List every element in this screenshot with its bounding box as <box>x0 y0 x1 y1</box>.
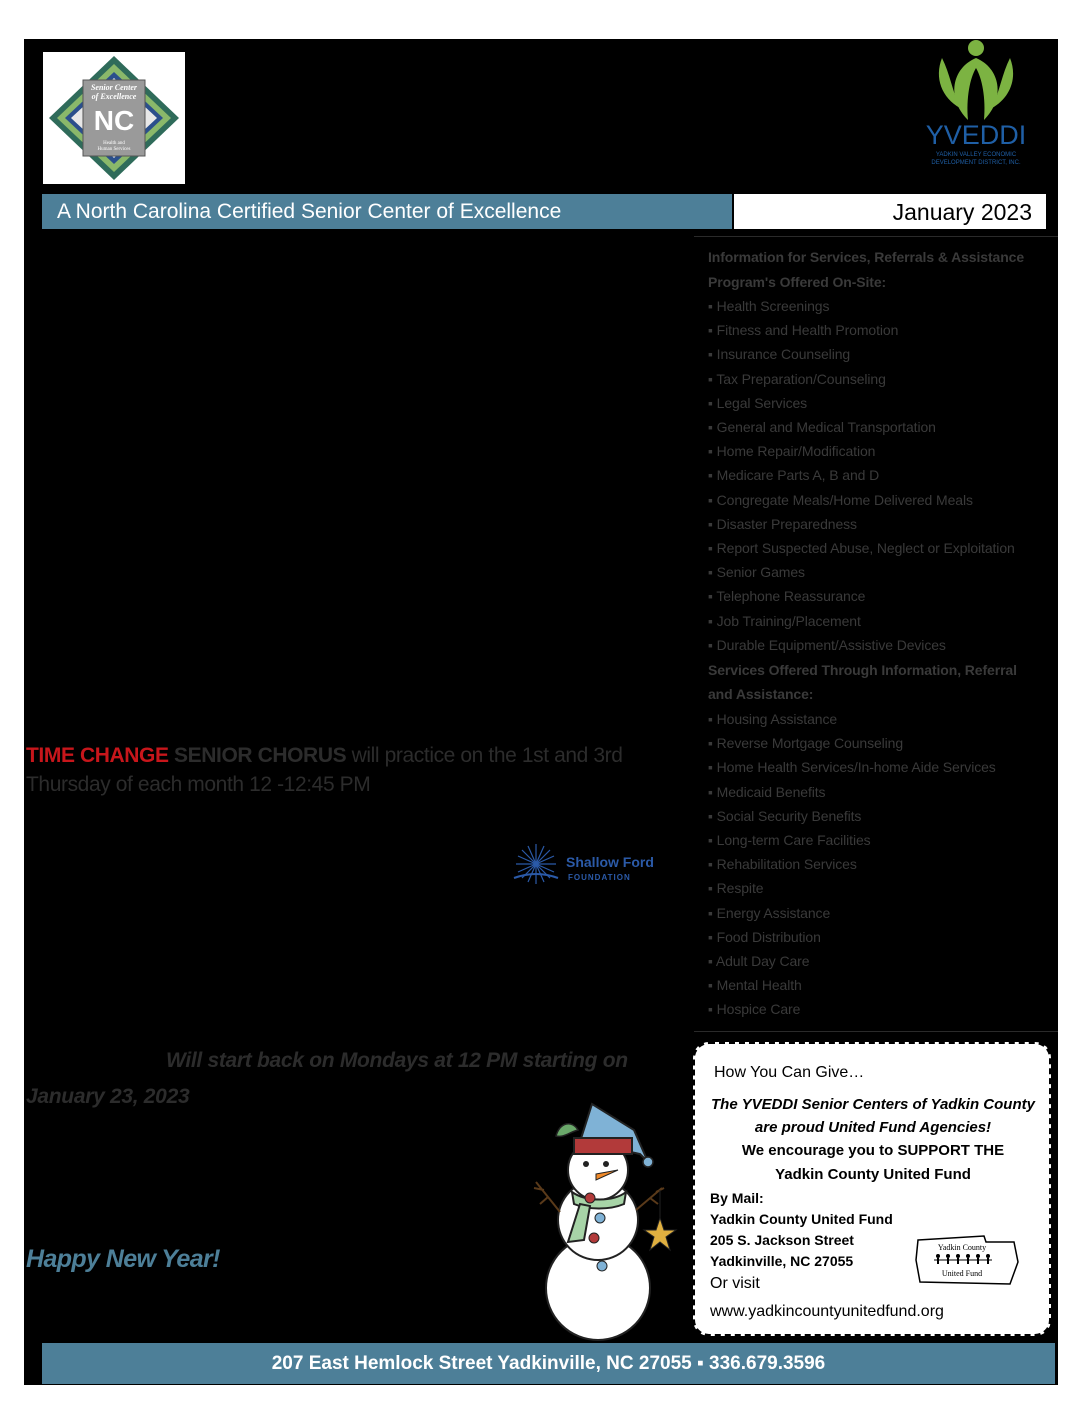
referral-item: ▪ Adult Day Care <box>708 953 810 969</box>
onsite-heading: Program's Offered On-Site: <box>708 274 887 290</box>
referral-item: ▪ Medicaid Benefits <box>708 783 826 800</box>
how-to-give-box <box>693 1042 1051 1336</box>
onsite-item: ▪ Fitness and Health Promotion <box>708 322 899 339</box>
referral-item: ▪ Reverse Mortgage Counseling <box>708 735 904 752</box>
happy-new-year-greeting: Happy New Year! <box>26 1245 220 1273</box>
give-line-3: We encourage you to SUPPORT THE <box>741 1142 1005 1159</box>
referral-item: ▪ Energy Assistance <box>708 904 831 921</box>
shallow-ford-foundation-logo <box>508 840 668 890</box>
issue-date-bar <box>734 194 1046 229</box>
give-line-2: are proud United Fund Agencies! <box>754 1119 992 1136</box>
senior-chorus-label: SENIOR CHORUS <box>174 744 347 767</box>
onsite-item: ▪ Durable Equipment/Assistive Devices <box>708 636 946 653</box>
referral-item: ▪ Housing Assistance <box>708 711 838 727</box>
svg-text:of Excellence: of Excellence <box>91 92 137 101</box>
issue-date: January 2023 <box>892 199 1032 225</box>
referral-item: ▪ Hospice Care <box>708 1001 801 1018</box>
svg-text:YADKIN VALLEY ECONOMIC: YADKIN VALLEY ECONOMIC <box>935 152 1017 158</box>
by-mail-label: By Mail: <box>710 1190 764 1206</box>
restart-date: January 23, 2023 <box>26 1085 190 1108</box>
mail-address-line-2: 205 S. Jackson Street <box>710 1232 854 1248</box>
give-line-4: Yadkin County United Fund <box>775 1166 971 1183</box>
onsite-item: ▪ Medicare Parts A, B and D <box>708 467 880 484</box>
referral-heading-cont: and Assistance: <box>708 686 814 702</box>
onsite-item: ▪ Senior Games <box>708 564 805 581</box>
united-fund-logo <box>914 1232 1024 1288</box>
onsite-item: ▪ Home Repair/Modification <box>708 443 876 460</box>
svg-text:Shallow Ford: Shallow Ford <box>566 854 654 870</box>
chorus-notice <box>26 741 646 799</box>
chorus-schedule: Thursday of each month 12 -12:45 PM <box>26 773 371 796</box>
onsite-item: ▪ Job Training/Placement <box>708 612 861 629</box>
referral-heading: Services Offered Through Information, Referral <box>708 662 1017 678</box>
svg-text:Human Services: Human Services <box>97 147 131 152</box>
onsite-item: ▪ Health Screenings <box>708 298 830 314</box>
svg-text:YVEDDI: YVEDDI <box>925 120 1027 150</box>
onsite-item: ▪ Telephone Reassurance <box>708 588 866 605</box>
mail-address-line-3: Yadkinville, NC 27055 <box>710 1253 854 1269</box>
onsite-item: ▪ Congregate Meals/Home Delivered Meals <box>708 491 973 508</box>
onsite-item: ▪ Insurance Counseling <box>708 346 851 363</box>
svg-text:DEVELOPMENT DISTRICT, INC.: DEVELOPMENT DISTRICT, INC. <box>931 160 1021 166</box>
or-visit-label: Or visit <box>710 1275 760 1292</box>
restart-notice: Will start back on Mondays at 12 PM starting on <box>166 1049 628 1072</box>
referral-item: ▪ Food Distribution <box>708 928 821 945</box>
mail-address-line-1: Yadkin County United Fund <box>710 1211 893 1227</box>
svg-text:Health and: Health and <box>103 141 125 146</box>
onsite-item: ▪ General and Medical Transportation <box>708 419 936 435</box>
services-heading: Information for Services, Referrals & Assistance <box>708 249 1025 265</box>
svg-text:Senior Center: Senior Center <box>90 83 138 92</box>
onsite-item: ▪ Report Suspected Abuse, Neglect or Exploitation <box>708 540 1015 556</box>
footer-address-bar <box>42 1343 1055 1384</box>
svg-text:Yadkin County: Yadkin County <box>937 1243 987 1252</box>
referral-item: ▪ Mental Health <box>708 977 802 994</box>
referral-item: ▪ Rehabilitation Services <box>708 856 857 873</box>
give-line-1: The YVEDDI Senior Centers of Yadkin County <box>711 1096 1035 1113</box>
onsite-item: ▪ Disaster Preparedness <box>708 515 857 532</box>
header-title-bar <box>42 194 732 229</box>
services-list-panel <box>694 236 1058 1032</box>
onsite-item: ▪ Tax Preparation/Counseling <box>708 370 886 387</box>
time-change-label: TIME CHANGE <box>26 744 169 767</box>
give-title: How You Can Give… <box>714 1064 865 1081</box>
yveddi-logo <box>912 38 1040 176</box>
svg-text:NC: NC <box>93 105 135 136</box>
referral-item: ▪ Respite <box>708 880 764 897</box>
united-fund-url[interactable]: www.yadkincountyunitedfund.org <box>710 1303 944 1320</box>
referral-item: ▪ Social Security Benefits <box>708 807 862 824</box>
senior-center-excellence-logo <box>43 52 185 184</box>
svg-text:FOUNDATION: FOUNDATION <box>568 873 631 882</box>
referral-item: ▪ Long-term Care Facilities <box>708 832 871 848</box>
chorus-text: will practice on the 1st and 3rd <box>346 744 623 767</box>
svg-text:United Fund: United Fund <box>941 1269 983 1278</box>
onsite-item: ▪ Legal Services <box>708 394 808 411</box>
header-title: A North Carolina Certified Senior Center of Excellence <box>57 200 562 223</box>
footer-address: 207 East Hemlock Street Yadkinville, NC 27055 ▪ 336.679.3596 <box>271 1353 826 1374</box>
snowman-illustration <box>526 1092 678 1344</box>
referral-item: ▪ Home Health Services/In-home Aide Services <box>708 759 996 776</box>
